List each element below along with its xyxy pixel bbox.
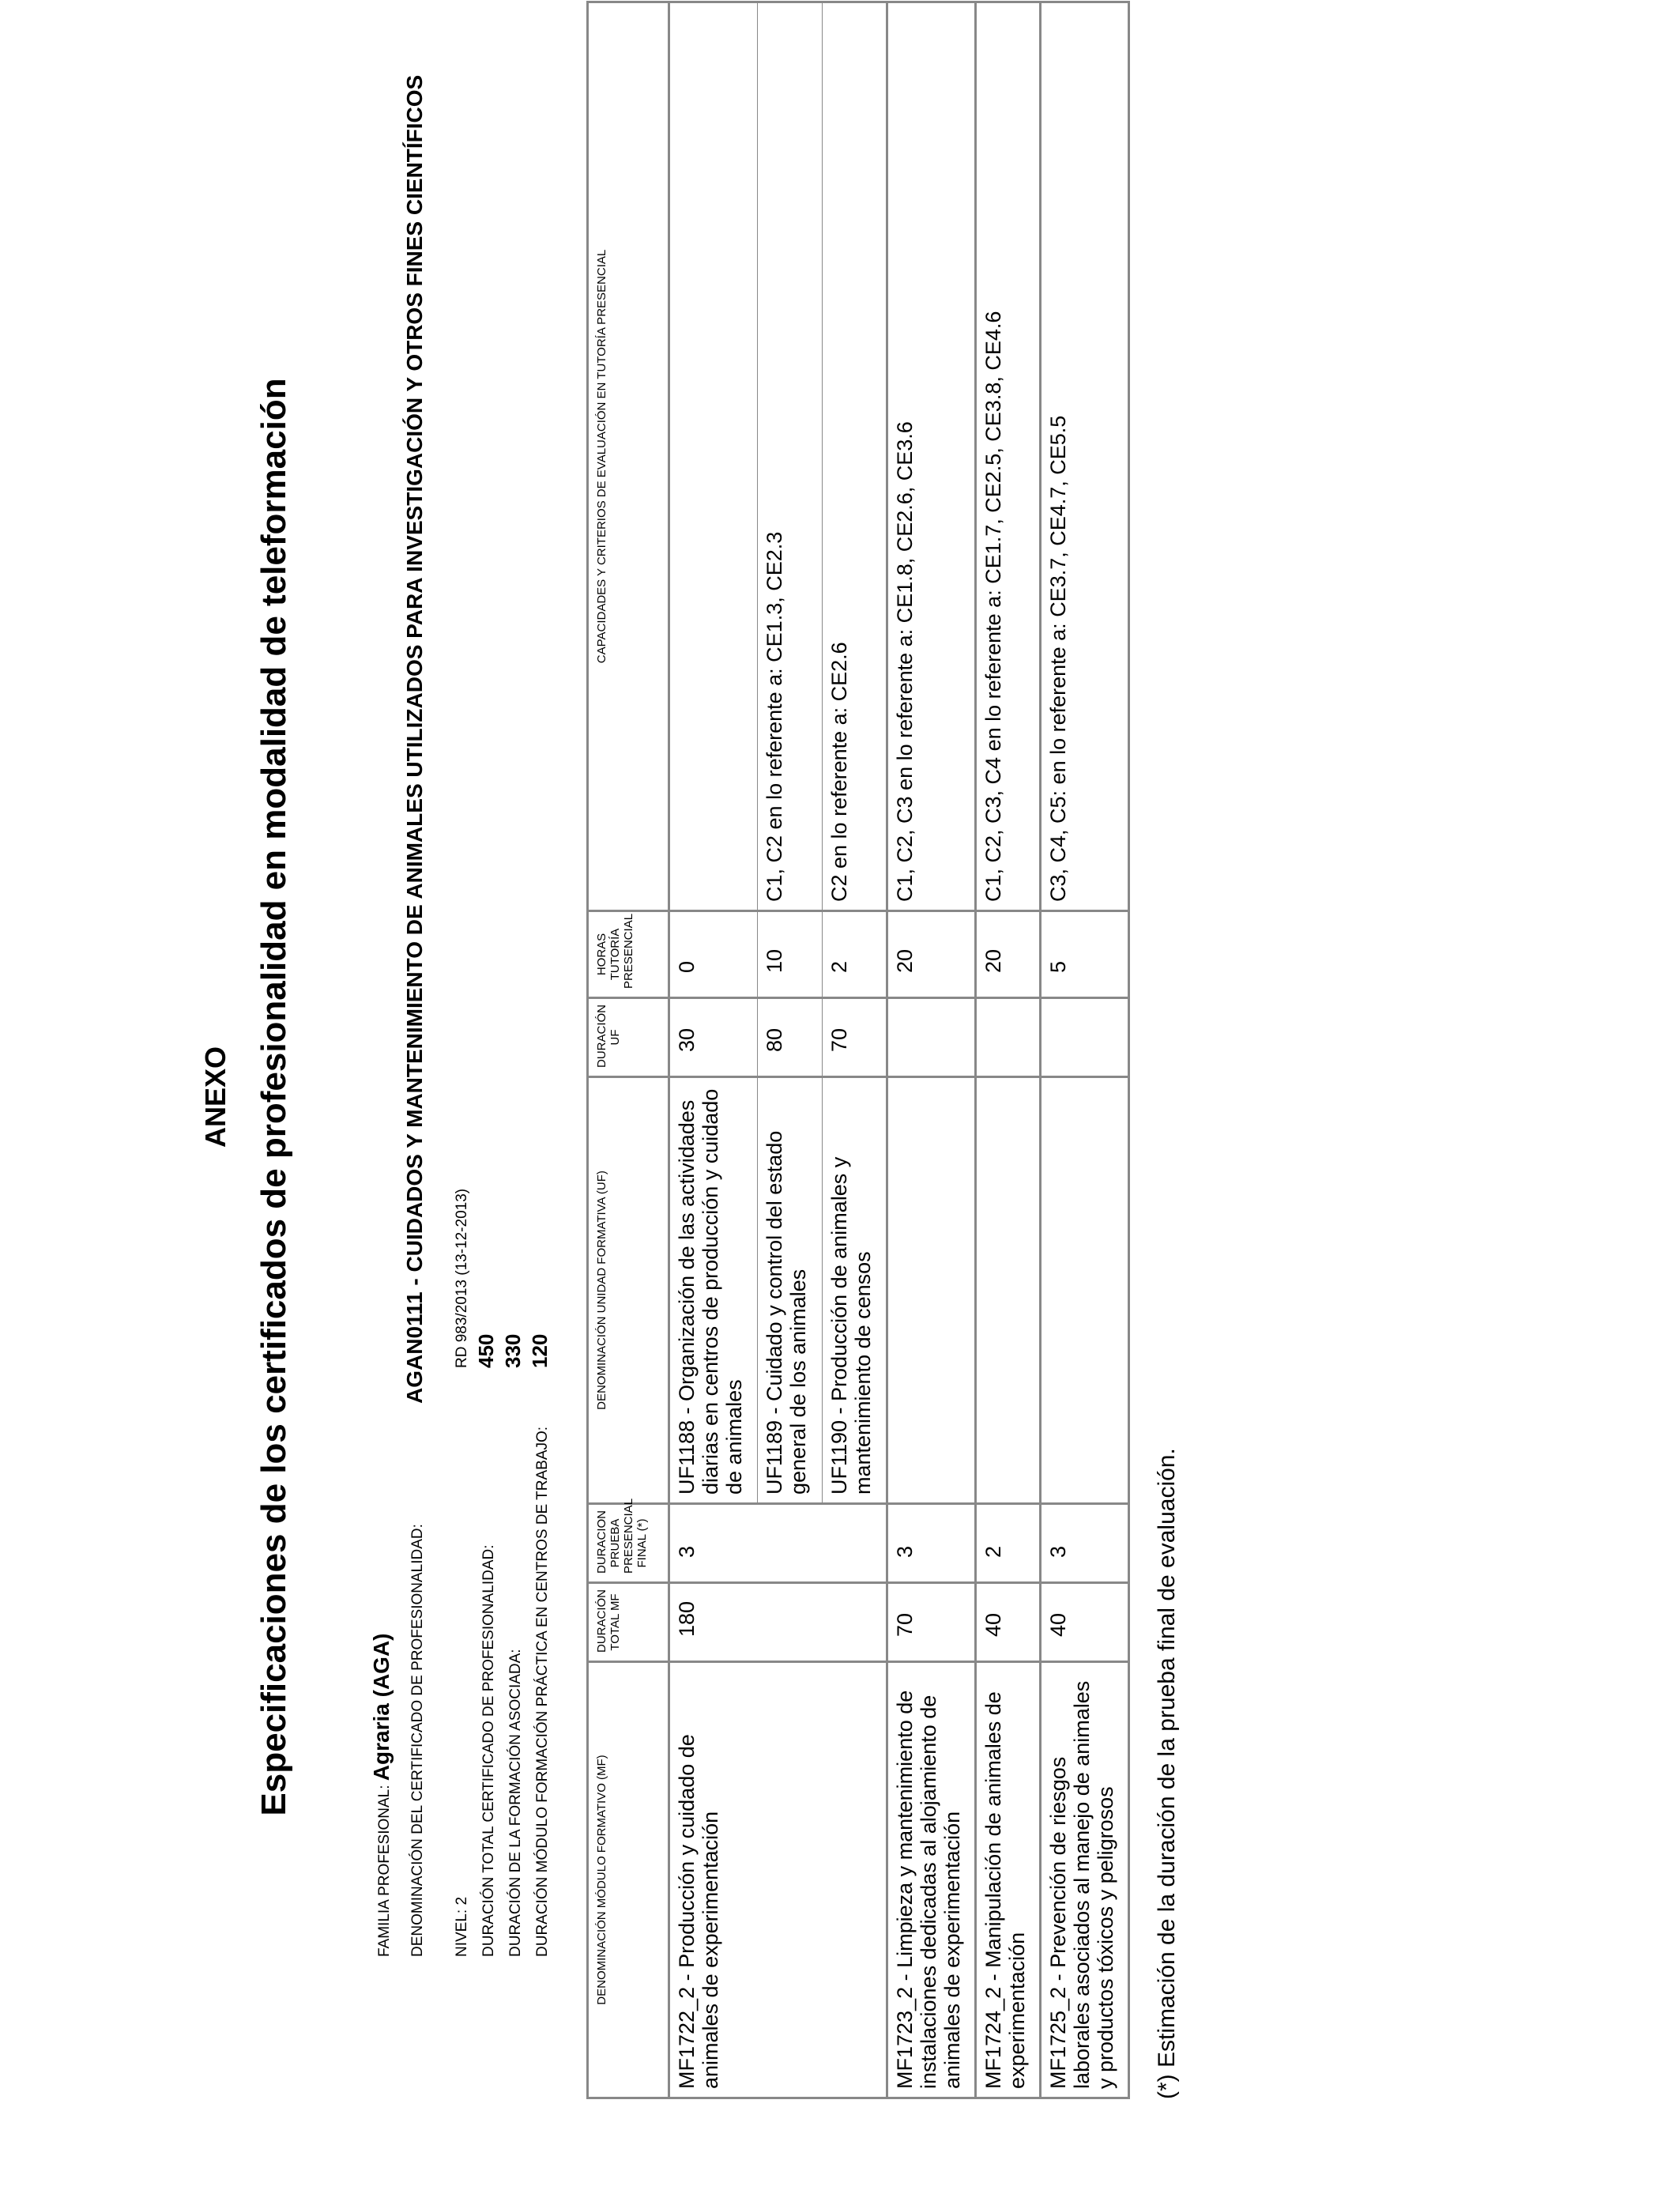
- horas-tutoria-cell: 0: [669, 911, 758, 998]
- duracion-prueba-cell: 3: [669, 1504, 887, 1583]
- mf-cell: MF1722_2 - Producción y cuidado de animales de experimentación: [669, 1662, 887, 2098]
- familia-label: FAMILIA PROFESIONAL:: [376, 1785, 393, 1957]
- horas-tutoria-cell: 5: [1041, 911, 1129, 998]
- duracion-uf-cell: 80: [758, 998, 823, 1077]
- header-duracion-prueba: DURACION PRUEBA PRESENCIAL FINAL (*): [588, 1504, 669, 1583]
- capacidades-cell: C1, C2, C3 en lo referente a: CE1.8, CE2.6, CE3.6: [887, 2, 976, 911]
- horas-tutoria-cell: 10: [758, 911, 823, 998]
- annex-heading: ANEXO: [199, 1046, 232, 1148]
- duracion-prueba-cell: 3: [887, 1504, 976, 1583]
- capacidades-cell: C3, C4, C5: en lo referente a: CE3.7, CE4.7, CE5.5: [1041, 2, 1129, 911]
- total-duration-value: 450: [474, 1333, 498, 1368]
- practice-duration-label: DURACIÓN MÓDULO FORMACIÓN PRÁCTICA EN CENTROS DE TRABAJO:: [534, 1426, 551, 1957]
- table-row: [669, 2, 758, 2098]
- capacidades-cell: C1, C2, C3, C4 en lo referente a: CE1.7, CE2.5, CE3.8, CE4.6: [976, 2, 1041, 911]
- training-duration-value: 330: [501, 1333, 525, 1368]
- uf-cell: UF1189 - Cuidado y control del estado general de los animales: [758, 1077, 823, 1504]
- header-duracion-mf: DURACIÓN TOTAL MF: [588, 1583, 669, 1662]
- horas-tutoria-cell: 2: [823, 911, 887, 998]
- header-capacidades: CAPACIDADES Y CRITERIOS DE EVALUACIÓN EN TUTORÍA PRESENCIAL: [588, 2, 669, 911]
- duration-summary: [450, 1189, 555, 1957]
- familia-profesional: [370, 1634, 397, 1958]
- mf-cell: MF1725_2 - Prevención de riesgos laborales asociados al manejo de animales y productos tóxicos y peligrosos: [1041, 1662, 1129, 2098]
- duracion-uf-cell: [887, 998, 976, 1077]
- training-duration-label: DURACIÓN DE LA FORMACIÓN ASOCIADA:: [507, 1649, 524, 1957]
- uf-cell: UF1188 - Organización de las actividades diarias en centros de producción y cuidado de animales: [669, 1077, 758, 1504]
- mf-cell: MF1723_2 - Limpieza y mantenimiento de instalaciones dedicadas al alojamiento de animales de experimentación: [887, 1662, 976, 2098]
- uf-cell: [976, 1077, 1041, 1504]
- table-row: [976, 2, 1041, 2098]
- denom-value: AGAN0111 - CUIDADOS Y MANTENIMIENTO DE ANIMALES UTILIZADOS PARA INVESTIGACIÓN Y OTROS FINES CIENTÍFICOS: [402, 74, 427, 1404]
- familia-value: Agraria (AGA): [369, 1633, 394, 1781]
- header-duracion-uf: DURACIÓN UF: [588, 998, 669, 1077]
- capacidades-cell: C1, C2 en lo referente a: CE1.3, CE2.3: [758, 2, 823, 911]
- duracion-uf-cell: [1041, 998, 1129, 1077]
- header-uf: DENOMINACIÓN UNIDAD FORMATIVA (UF): [588, 1077, 669, 1504]
- practice-duration-value: 120: [528, 1333, 552, 1368]
- uf-cell: UF1190 - Producción de animales y mantenimiento de censos: [823, 1077, 887, 1504]
- nivel-label: NIVEL: 2: [454, 1896, 470, 1957]
- duracion-prueba-cell: 2: [976, 1504, 1041, 1583]
- uf-cell: [1041, 1077, 1129, 1504]
- page-title: Especificaciones de los certificados de profesionalidad en modalidad de teleformación: [254, 378, 293, 1816]
- duracion-uf-cell: 30: [669, 998, 758, 1077]
- duracion-prueba-cell: 3: [1041, 1504, 1129, 1583]
- table-row: [1041, 2, 1129, 2098]
- table-header-row: [588, 2, 669, 2098]
- mf-cell: MF1724_2 - Manipulación de animales de experimentación: [976, 1662, 1041, 2098]
- duracion-mf-cell: 40: [976, 1583, 1041, 1662]
- capacidades-cell: C2 en lo referente a: CE2.6: [823, 2, 887, 911]
- duracion-mf-cell: 180: [669, 1583, 887, 1662]
- table-row: [887, 2, 976, 2098]
- modules-table-wrapper: [586, 3, 1130, 2099]
- header-horas-tutoria: HORAS TUTORÍA PRESENCIAL: [588, 911, 669, 998]
- horas-tutoria-cell: 20: [976, 911, 1041, 998]
- denom-label: DENOMINACIÓN DEL CERTIFICADO DE PROFESIONALIDAD:: [409, 1524, 426, 1957]
- header-mf: DENOMINACIÓN MÓDULO FORMATIVO (MF): [588, 1662, 669, 2098]
- rd-reference: RD 983/2013 (13-12-2013): [454, 1188, 470, 1368]
- duracion-uf-cell: 70: [823, 998, 887, 1077]
- uf-cell: [887, 1077, 976, 1504]
- total-duration-label: DURACIÓN TOTAL CERTIFICADO DE PROFESIONALIDAD:: [480, 1544, 497, 1957]
- duracion-uf-cell: [976, 998, 1041, 1077]
- horas-tutoria-cell: 20: [887, 911, 976, 998]
- footnote: (*) Estimación de la duración de la prueba final de evaluación.: [1154, 1448, 1180, 2099]
- modules-table: [586, 1, 1130, 2099]
- capacidades-cell: [669, 2, 758, 911]
- duracion-mf-cell: 40: [1041, 1583, 1129, 1662]
- certificate-denomination: [403, 75, 430, 1957]
- duracion-mf-cell: 70: [887, 1583, 976, 1662]
